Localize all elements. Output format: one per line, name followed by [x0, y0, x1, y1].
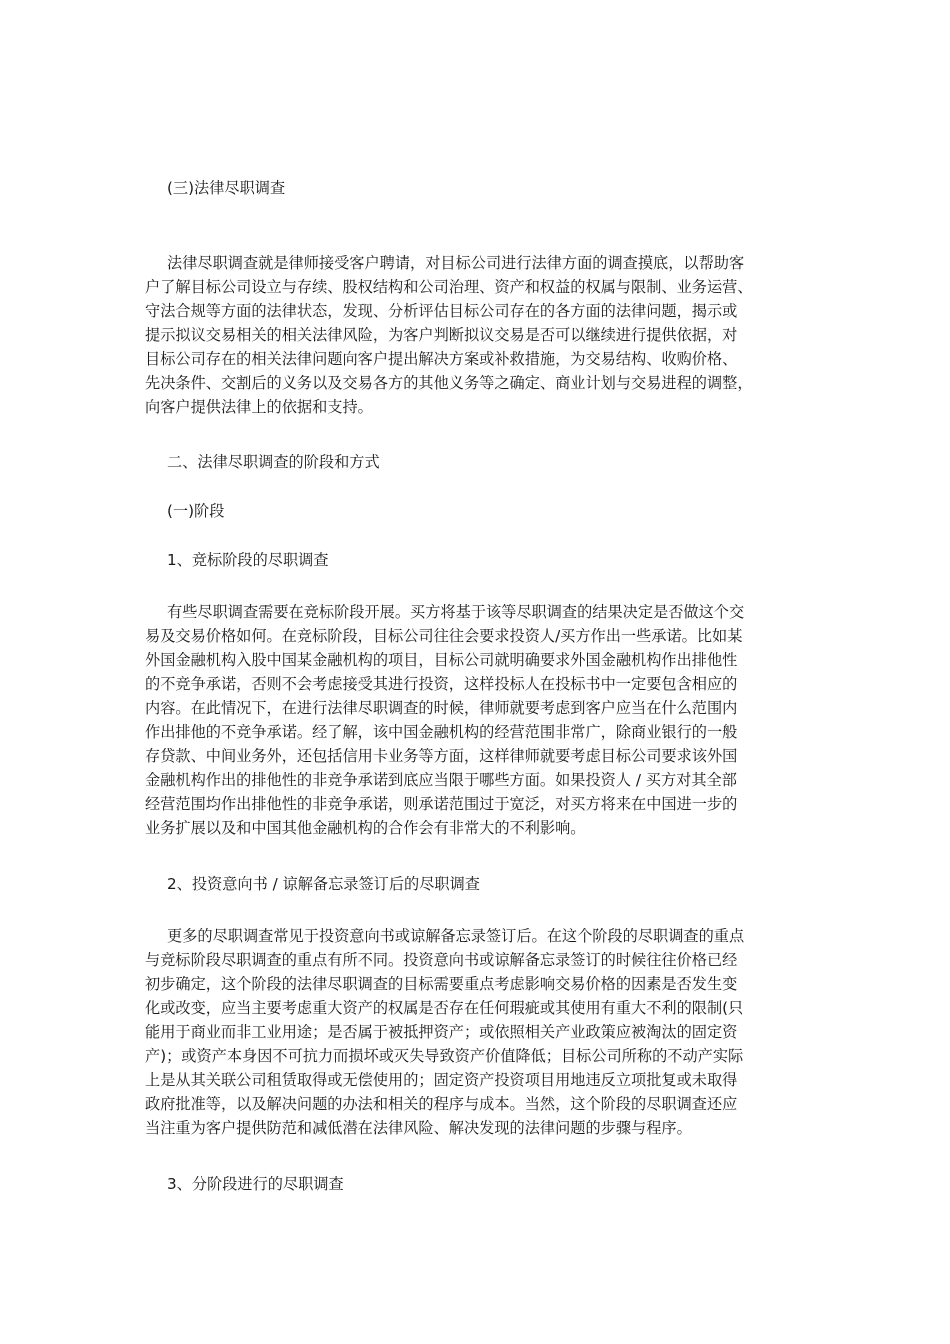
text-line: 当注重为客户提供防范和减低潜在法律风险、解决发现的法律问题的步骤与程序。 [145, 1119, 692, 1137]
text-line: 法律尽职调查就是律师接受客户聘请，对目标公司进行法律方面的调查摸底，以帮助客 [167, 254, 745, 272]
text-line: 化或改变，应当主要考虑重大资产的权属是否存在任何瑕疵或其使用有重大不利的限制(只 [145, 999, 744, 1017]
text-line: 先决条件、交割后的义务以及交易各方的其他义务等之确定、商业计划与交易进程的调整， [145, 374, 753, 392]
text-line: 产)；或资产本身因不可抗力而损坏或灭失导致资产价值降低；目标公司所称的不动产实际 [145, 1047, 744, 1065]
text-line: 内容。在此情况下，在进行法律尽职调查的时候，律师就要考虑到客户应当在什么范围内 [145, 699, 738, 717]
item-heading-after-loi: 2、投资意向书 / 谅解备忘录签订后的尽职调查 [167, 875, 480, 893]
text-line: 金融机构作出的排他性的非竞争承诺到底应当限于哪些方面。如果投资人 / 买方对其全部 [145, 771, 737, 789]
text-line: 存贷款、中间业务外，还包括信用卡业务等方面，这样律师就要考虑目标公司要求该外国 [145, 747, 738, 765]
item-heading-phased: 3、分阶段进行的尽职调查 [167, 1175, 344, 1193]
text-line: 目标公司存在的相关法律问题向客户提出解决方案或补救措施，为交易结构、收购价格、 [145, 350, 738, 368]
section-heading-stages-methods: 二、法律尽职调查的阶段和方式 [167, 453, 380, 471]
text-line: 有些尽职调查需要在竞标阶段开展。买方将基于该等尽职调查的结果决定是否做这个交 [167, 603, 745, 621]
section-heading-legal-dd: (三)法律尽职调查 [167, 179, 286, 197]
text-line: 向客户提供法律上的依据和支持。 [145, 398, 373, 416]
text-line: 提示拟议交易相关的相关法律风险，为客户判断拟议交易是否可以继续进行提供依据，对 [145, 326, 738, 344]
text-line: 上是从其关联公司租赁取得或无偿使用的；固定资产投资项目用地违反立项批复或未取得 [145, 1071, 738, 1089]
text-line: 更多的尽职调查常见于投资意向书或谅解备忘录签订后。在这个阶段的尽职调查的重点 [167, 927, 745, 945]
text-line: 与竞标阶段尽职调查的重点有所不同。投资意向书或谅解备忘录签订的时候往往价格已经 [145, 951, 738, 969]
text-line: 能用于商业而非工业用途；是否属于被抵押资产；或依照相关产业政策应被淘汰的固定资 [145, 1023, 738, 1041]
text-line: 初步确定，这个阶段的法律尽职调查的目标需要重点考虑影响交易价格的因素是否发生变 [145, 975, 738, 993]
text-line: 外国金融机构入股中国某金融机构的项目，目标公司就明确要求外国金融机构作出排他性 [145, 651, 738, 669]
item-heading-bidding-stage: 1、竞标阶段的尽职调查 [167, 551, 329, 569]
text-line: 户了解目标公司设立与存续、股权结构和公司治理、资产和权益的权属与限制、业务运营、 [145, 278, 753, 296]
text-line: 易及交易价格如何。在竞标阶段，目标公司往往会要求投资人/买方作出一些承诺。比如某 [145, 627, 743, 645]
text-line: 业务扩展以及和中国其他金融机构的合作会有非常大的不利影响。 [145, 819, 586, 837]
text-line: 经营范围均作出排他性的非竞争承诺，则承诺范围过于宽泛，对买方将来在中国进一步的 [145, 795, 738, 813]
text-line: 政府批准等，以及解决问题的办法和相关的程序与成本。当然，这个阶段的尽职调查还应 [145, 1095, 738, 1113]
text-line: 作出排他的不竞争承诺。经了解，该中国金融机构的经营范围非常广，除商业银行的一般 [145, 723, 738, 741]
text-line: 守法合规等方面的法律状态，发现、分析评估目标公司存在的各方面的法律问题，揭示或 [145, 302, 738, 320]
text-line: 的不竞争承诺，否则不会考虑接受其进行投资，这样投标人在投标书中一定要包含相应的 [145, 675, 738, 693]
subsection-heading-stages: (一)阶段 [167, 502, 225, 520]
